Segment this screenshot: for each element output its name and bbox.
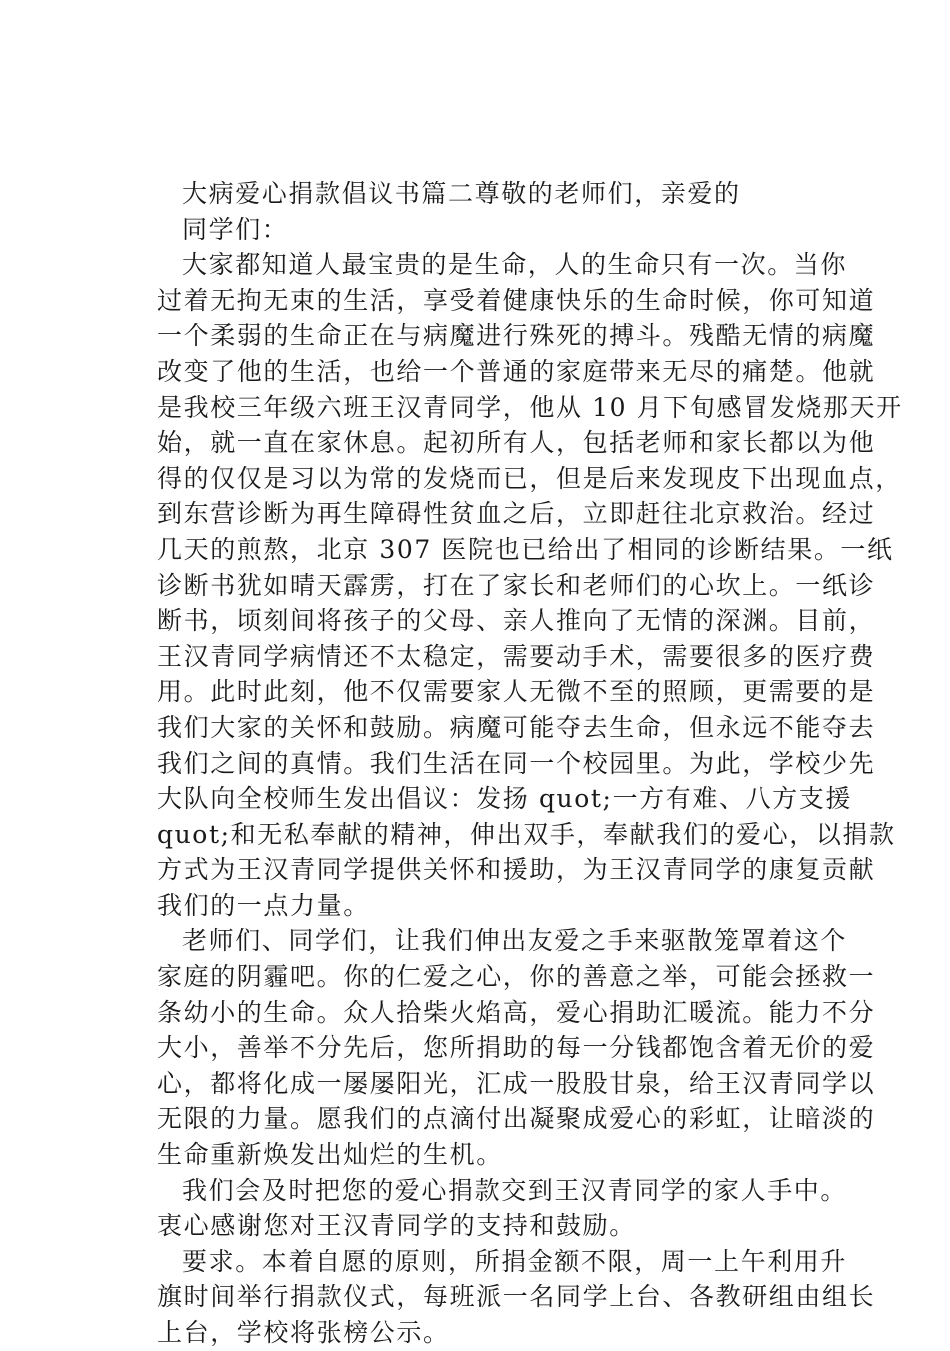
text-line: 同学们： [182, 214, 289, 244]
text-line: 大病爱心捐款倡议书篇二尊敬的老师们，亲爱的 [182, 179, 741, 208]
text-line: 大家都知道人最宝贵的是生命，人的生命只有一次。当你 [182, 250, 848, 280]
text-line: 我们大家的关怀和鼓励。病魔可能夺去生命，但永远不能夺去 [157, 712, 876, 742]
text-line: 大小，善举不分先后，您所捐助的每一分钱都饱含着无价的爱 [157, 1033, 876, 1063]
text-line: 家庭的阴霾吧。你的仁爱之心，你的善意之举，可能会拯救一 [157, 962, 876, 992]
text-line: 衷心感谢您对王汉青同学的支持和鼓励。 [157, 1211, 636, 1241]
text-line: 始，就一直在家休息。起初所有人，包括老师和家长都以为他 [157, 428, 876, 458]
text-line: 用。此时此刻，他不仅需要家人无微不至的照顾，更需要的是 [157, 677, 876, 707]
text-line: 得的仅仅是习以为常的发烧而已，但是后来发现皮下出现血点， [157, 463, 902, 493]
text-line: 我们之间的真情。我们生活在同一个校园里。为此，学校少先 [157, 748, 876, 778]
text-line: 旗时间举行捐款仪式，每班派一名同学上台、各教研组由组长 [157, 1282, 876, 1312]
text-line: 几天的煎熬，北京 307 医院也已给出了相同的诊断结果。一纸 [157, 534, 894, 564]
text-line: 一个柔弱的生命正在与病魔进行殊死的搏斗。残酷无情的病魔 [157, 321, 876, 351]
text-line: 王汉青同学病情还不太稳定，需要动手术，需要很多的医疗费 [157, 641, 876, 671]
text-line: 到东营诊断为再生障碍性贫血之后，立即赶往北京救治。经过 [157, 499, 876, 529]
text-line: 我们的一点力量。 [157, 890, 370, 920]
text-line: 生命重新焕发出灿烂的生机。 [157, 1140, 503, 1170]
text-line: 诊断书犹如晴天霹雳，打在了家长和老师们的心坎上。一纸诊 [157, 570, 876, 600]
document-body [157, 176, 903, 1351]
text-line: 心，都将化成一屡屡阳光，汇成一股股甘泉，给王汉青同学以 [157, 1068, 876, 1098]
text-line: 大队向全校师生发出倡议：发扬 quot;一方有难、八方支援 [157, 784, 852, 814]
text-line: 我们会及时把您的爱心捐款交到王汉青同学的家人手中。 [182, 1175, 848, 1205]
text-line: 过着无拘无束的生活，享受着健康快乐的生命时候，你可知道 [157, 285, 876, 315]
text-line: 无限的力量。愿我们的点滴付出凝聚成爱心的彩虹，让暗淡的 [157, 1104, 876, 1134]
text-line: 方式为王汉青同学提供关怀和援助，为王汉青同学的康复贡献 [157, 855, 876, 885]
text-line: 断书，顷刻间将孩子的父母、亲人推向了无情的深渊。目前， [157, 606, 876, 636]
text-line: 条幼小的生命。众人拾柴火焰高，爱心捐助汇暖流。能力不分 [157, 997, 876, 1027]
text-line: 是我校三年级六班王汉青同学，他从 10 月下旬感冒发烧那天开 [157, 392, 903, 422]
text-line: 改变了他的生活，也给一个普通的家庭带来无尽的痛楚。他就 [157, 356, 876, 386]
text-line: 要求。本着自愿的原则，所捐金额不限，周一上午利用升 [182, 1246, 848, 1276]
text-line: quot;和无私奉献的精神，伸出双手，奉献我们的爱心，以捐款 [157, 819, 896, 849]
text-line: 老师们、同学们，让我们伸出友爱之手来驱散笼罩着这个 [182, 926, 848, 956]
text-line: 上台，学校将张榜公示。 [157, 1318, 450, 1347]
